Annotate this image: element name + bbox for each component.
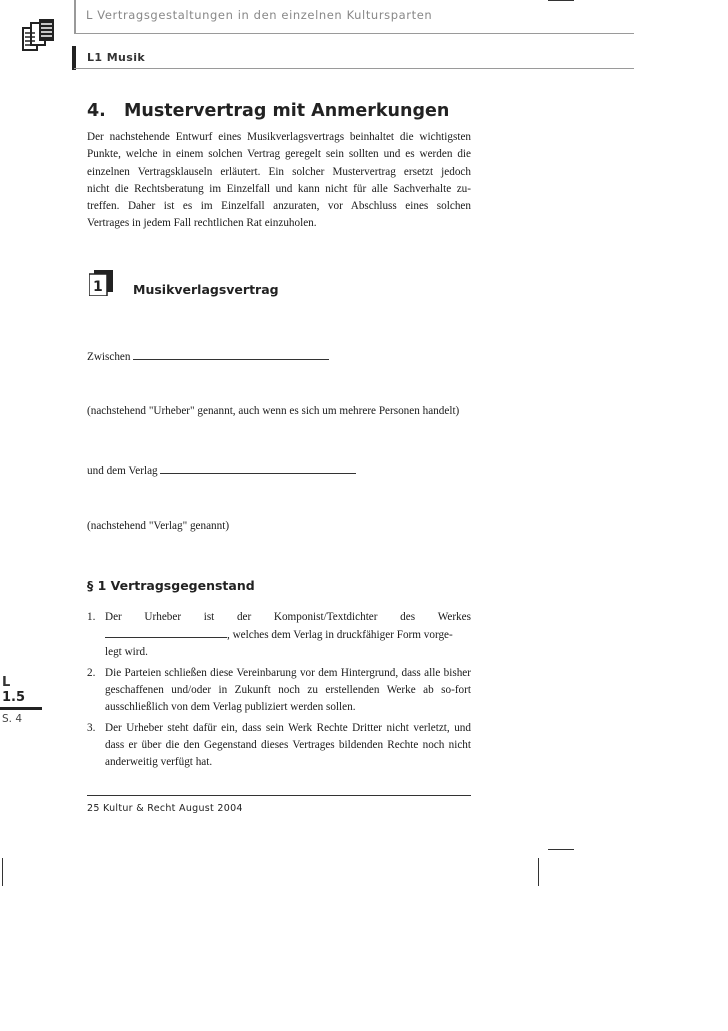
urheber-name-blank <box>133 348 329 360</box>
intro-line: Punkte, welche in einem solchen Vertrag geregelt sein sollten und es werden die <box>87 148 471 161</box>
urheber-note: (nachstehend "Urheber" genannt, auch wenn es sich um mehrere Personen handelt) <box>87 405 460 417</box>
clause-word: Urheber <box>144 611 182 623</box>
clause-text: Der Urheber steht dafür ein, dass sein Werk Rechte Dritter nicht verletzt, und dass er über die den Gegenstand dieses Vertrages bildenden Rechte noch nicht anderweitig verfügt hat. <box>105 722 471 768</box>
clause-second-line <box>105 626 471 644</box>
clause-word: ist <box>203 611 215 623</box>
publisher-name-blank <box>160 462 356 474</box>
intro-line: Der nachstehende Entwurf eines Musikverlagsvertrags beinhaltet die wichtigsten <box>87 131 471 143</box>
clause-number: 2. <box>87 667 96 679</box>
header-separator <box>74 33 634 34</box>
intro-line: nicht die Rechtsberatung im Einzelfall und kann nicht für alle Sachverhalte zu- <box>87 182 471 195</box>
header-rule-left <box>74 0 76 33</box>
clause-text: Die Parteien schließen diese Vereinbarung vor dem Hintergrund, dass alle bisher geschaffenen und/oder in Zukunft noch zu erstellenden Werke ab so-fort ausschließlich von dem Verlag publiziert werden sollen. <box>105 667 471 713</box>
contract-title: Musikverlagsvertrag <box>133 282 279 297</box>
side-tab-number: 1.5 <box>2 690 26 705</box>
contract-number-label: 1 <box>93 279 103 295</box>
intro-line: Vertrages in jedem Fall rechtlichen Rat einzuholen. <box>87 217 317 230</box>
clause-word: Der <box>105 611 122 623</box>
paragraph-title: § 1 Vertragsgegenstand <box>87 578 255 593</box>
clause-number: 1. <box>87 611 96 623</box>
clause-word: des <box>400 611 416 623</box>
clause-word: Werkes <box>437 611 471 623</box>
crop-mark-right-vertical <box>538 858 539 886</box>
paragraph-clauses <box>87 609 471 775</box>
intro-line: einzelnen Vertragsklauseln erläutert. Ein solcher Mustervertrag ersetzt jedoch <box>87 165 471 178</box>
work-title-blank <box>105 626 227 638</box>
section-heading <box>87 101 449 121</box>
publisher-line <box>87 462 356 477</box>
clause-word: Komponist/Textdichter <box>273 611 378 623</box>
clause-first-line <box>105 609 471 626</box>
clause-number: 3. <box>87 722 96 734</box>
clause-text: legt wird. <box>105 646 148 658</box>
intro-paragraph <box>87 129 471 233</box>
clause-item <box>87 609 471 661</box>
contract-number-icon <box>89 270 113 296</box>
section-number: 4. <box>87 101 106 121</box>
footer-source: 25 Kultur & Recht August 2004 <box>87 803 243 814</box>
clause-item <box>87 665 471 716</box>
side-tab-letter: L <box>2 675 11 690</box>
verlag-note: (nachstehend "Verlag" genannt) <box>87 520 230 532</box>
intro-line: treffen. Daher ist es im Einzelfall anzuraten, vor Abschluss eines solchen <box>87 200 471 213</box>
between-line <box>87 348 329 363</box>
side-tab-bar <box>0 707 42 710</box>
header-bar <box>72 46 76 70</box>
between-label: Zwischen <box>87 351 131 363</box>
publisher-label: und dem Verlag <box>87 465 158 477</box>
header-section: L1 Musik <box>87 51 146 64</box>
clause-item <box>87 720 471 771</box>
header-rule <box>74 68 634 69</box>
crop-mark-left-vertical <box>2 858 3 886</box>
crop-mark-top <box>548 0 574 1</box>
side-tab-page: S. 4 <box>2 713 23 725</box>
clause-text: , welches dem Verlag in druckfähiger Form vorge- <box>227 629 453 641</box>
crop-mark-right <box>548 849 574 850</box>
section-title: Mustervertrag mit Anmerkungen <box>124 101 450 121</box>
documents-icon <box>22 18 56 52</box>
clause-word: der <box>236 611 252 623</box>
footer-rule <box>87 795 471 796</box>
header-chapter: L Vertragsgestaltungen in den einzelnen Kultursparten <box>86 8 433 22</box>
